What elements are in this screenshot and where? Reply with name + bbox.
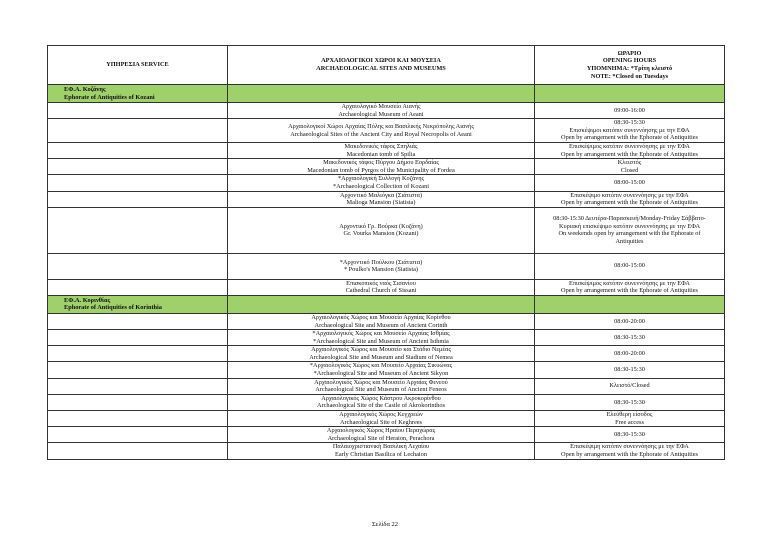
table-row	[48, 362, 725, 378]
hours-cell	[535, 394, 725, 410]
section-header-row	[48, 295, 725, 313]
table-row	[48, 378, 725, 394]
table-row	[48, 142, 725, 158]
hours-line: 08:30-15:30	[614, 431, 645, 439]
hours-line: Επισκέψιμο κατόπιν συνεννόησης με την ΕΦΑ	[570, 191, 689, 199]
section-empty-cell	[535, 295, 725, 313]
service-cell	[48, 378, 228, 394]
service-cell	[48, 142, 228, 158]
table-row	[48, 443, 725, 459]
site-name-line: Μακεδονικός τάφος Σπηλιάς	[344, 142, 418, 150]
service-cell	[48, 103, 228, 119]
hours-line: On weekends open by arrangement with the Ephorate of	[558, 230, 701, 238]
table-row	[48, 330, 725, 346]
section-empty-cell	[228, 295, 535, 313]
service-cell	[48, 443, 228, 459]
header-sites-english: ARCHAEOLOGICAL SITES AND MUSEUMS	[316, 65, 446, 72]
service-cell	[48, 313, 228, 329]
table-header-row	[48, 46, 725, 85]
hours-line: 09:00-16:00	[614, 106, 645, 114]
site-cell	[228, 362, 535, 378]
site-name-line: Archaeological Sites of the Ancient City and Royal Necropolis of Aeani	[290, 130, 472, 138]
header-service	[48, 46, 228, 85]
site-name-line: Archaeological Site of Heraion, Perachora	[327, 434, 435, 442]
site-name-line: Archaeological Site and Museum and Stadium of Nemea	[309, 353, 453, 361]
hours-line: 08:00-20:00	[614, 350, 645, 358]
site-cell	[228, 119, 535, 143]
hours-cell	[535, 159, 725, 175]
service-cell	[48, 119, 228, 143]
table-row	[48, 175, 725, 191]
header-hours-greek: ΩΡΑΡΙΟ	[617, 49, 642, 57]
hours-line: Επισκέψιμη κατόπιν συνεννόησης με την ΕΦΑ	[570, 443, 689, 451]
table-row	[48, 207, 725, 253]
site-name-line: Archaeological Site and Museum of Ancient Corinth	[314, 321, 448, 329]
hours-cell	[535, 191, 725, 207]
site-name-line: Malioga Mansion (Siatista)	[346, 199, 416, 207]
hours-cell	[535, 103, 725, 119]
hours-line: Επισκέψιμοι κατόπιν συνεννόησης με την ΕΦΑ	[569, 126, 690, 134]
hours-line: Ελεύθερη είσοδος	[606, 411, 653, 419]
site-cell	[228, 411, 535, 427]
site-name-line: Παλαιοχριστιανική Βασιλική Λεχαίου	[332, 443, 430, 451]
site-cell	[228, 175, 535, 191]
site-name-line: *Archaeological Collection of Kozani	[333, 182, 429, 190]
header-hours	[535, 46, 725, 85]
service-cell	[48, 346, 228, 362]
site-name-line: Αρχοντικό Μαλιόγκα (Σιάτιστα)	[339, 191, 423, 199]
hours-cell	[535, 175, 725, 191]
site-name-line: Αρχαιολογικός Χώρος Κάστρου Ακροκορίνθου	[321, 394, 441, 402]
service-cell	[48, 279, 228, 295]
site-name-line: *Archaeological Site and Museum of Ancient Sikyon	[313, 370, 449, 378]
service-cell	[48, 427, 228, 443]
hours-line: 08:30-15:30	[614, 119, 645, 127]
header-note-greek: ΥΠΟΜΝΗΜΑ: *Τρίτη κλειστό	[586, 65, 673, 72]
hours-line: Free access	[615, 418, 644, 426]
service-cell	[48, 175, 228, 191]
site-name-line: Early Christian Basilica of Lechaion	[335, 451, 427, 458]
hours-line: Antiquities	[615, 237, 644, 245]
hours-line: Open by arrangement with the Ephorate of Antiquities	[561, 199, 698, 207]
site-name-line: Αρχαιολογικός Χώρος και Μουσείο και Στάδιο Νεμέας	[311, 346, 451, 354]
section-name-line: Ephorate of Antiquities of Korinthia	[64, 304, 162, 312]
table-row	[48, 279, 725, 295]
hours-cell	[535, 443, 725, 459]
site-name-line: Αρχαιολογικός Χώρος Ηραίου Περαχώρας	[326, 427, 436, 435]
site-name-line: Macedonian tomb of Spilia	[346, 150, 416, 158]
service-cell	[48, 411, 228, 427]
header-sites-greek: ΑΡΧΑΙΟΛΟΓΙΚΟΙ ΧΩΡΟΙ ΚΑΙ ΜΟΥΣΕΙΑ	[321, 57, 441, 65]
table-row	[48, 103, 725, 119]
service-cell	[48, 253, 228, 279]
table-row	[48, 191, 725, 207]
site-name-line: Αρχοντικό Γρ. Βούρκα (Κοζάνη)	[339, 222, 423, 230]
hours-cell	[535, 142, 725, 158]
hours-cell	[535, 330, 725, 346]
section-header-row	[48, 85, 725, 103]
hours-cell	[535, 362, 725, 378]
site-name-line: *Αρχοντικό Πούλκου (Σιάτιστα)	[339, 258, 423, 266]
site-cell	[228, 253, 535, 279]
hours-line: 08:00-20:00	[614, 317, 645, 325]
site-name-line: Αρχαιολογικό Μουσείο Αιανής	[341, 103, 421, 110]
hours-line: Κυριακή επισκέψιμο κατόπιν συνεννόησης με την ΕΦΑ	[558, 222, 701, 230]
site-cell	[228, 443, 535, 459]
site-name-line: Μακεδονικός τάφος Πύργου Δήμου Εορδαίας	[323, 159, 439, 167]
site-cell	[228, 378, 535, 394]
table-row	[48, 159, 725, 175]
page-number: Σελίδα 22	[371, 521, 398, 528]
table-row	[48, 313, 725, 329]
hours-cell	[535, 427, 725, 443]
section-empty-cell	[228, 85, 535, 103]
site-name-line: Archaeological Site of the Castle of Akrokorinthos	[316, 402, 445, 410]
section-empty-cell	[535, 85, 725, 103]
hours-line: Κλειστός	[617, 159, 642, 167]
hours-line: Closed	[620, 166, 639, 174]
site-name-line: *Αρχαιολογικός Χώρος και Μουσείο Αρχαίας Ισθμίας	[312, 330, 450, 338]
hours-line: Κλειστό/Closed	[609, 382, 650, 390]
site-name-line: Macedonian tomb of Pyrgos of the Municipality of Fordea	[307, 166, 455, 174]
site-cell	[228, 394, 535, 410]
site-name-line: Αρχαιολογικός Χώρος Κεγχρεών	[339, 411, 423, 419]
hours-cell	[535, 207, 725, 253]
site-name-line: Archaeological Site of Keghrees	[339, 418, 422, 426]
section-name-line: ΕΦ.Α. Κορινθίας	[64, 296, 111, 304]
header-sites	[228, 46, 535, 85]
site-cell	[228, 159, 535, 175]
site-name-line: Αρχαιολογικός Χώρος και Μουσείο Αρχαίας Κορίνθου	[311, 313, 451, 321]
site-cell	[228, 142, 535, 158]
hours-line: Open by arrangement with the Ephorate of Antiquities	[561, 287, 698, 295]
hours-line: 08:30-15:30 Δευτέρα-Παρασκευή/Monday-Friday Σάββατο-	[553, 215, 706, 223]
section-name-line: ΕΦ.Α. Κοζάνης	[64, 85, 106, 93]
site-name-line: *Αρχαιολογική Συλλογή Κοζάνης	[337, 175, 425, 183]
site-name-line: Archaeological Site and Museum of Ancient Feneos	[315, 386, 447, 394]
site-name-line: *Archaeological Site and Museum of Ancient Isthmia	[313, 337, 449, 345]
site-name-line: Αρχαιολογικοί Χώροι Αρχαίας Πόλης και Βασιλικής Νεκρόπολης Αιανής	[288, 122, 474, 130]
hours-cell	[535, 411, 725, 427]
hours-cell	[535, 378, 725, 394]
site-name-line: *Αρχαιολογικός Χώρος και Μουσείο Αρχαίας Σικυώνας	[309, 362, 453, 370]
hours-line: 08:30-15:30	[614, 333, 645, 341]
hours-line: 08:00-15:00	[614, 179, 645, 187]
hours-line: Open by arrangement with the Ephorate of Antiquities	[561, 150, 698, 158]
site-cell	[228, 207, 535, 253]
hours-cell	[535, 346, 725, 362]
service-cell	[48, 394, 228, 410]
service-cell	[48, 330, 228, 346]
site-name-line: Archaeological Museum of Aeani	[338, 110, 424, 118]
hours-line: Επισκέψιμος κατόπιν συνεννόησης με την ΕΦΑ	[569, 279, 690, 287]
hours-cell	[535, 119, 725, 143]
table-row	[48, 346, 725, 362]
site-name-line: Gr. Vourka Mansion (Kozani)	[343, 230, 419, 238]
table-row	[48, 394, 725, 410]
service-cell	[48, 191, 228, 207]
section-name	[48, 85, 228, 103]
hours-cell	[535, 253, 725, 279]
hours-line: Open by arrangement with the Ephorate of Antiquities	[561, 451, 698, 458]
site-cell	[228, 279, 535, 295]
service-cell	[48, 159, 228, 175]
site-cell	[228, 191, 535, 207]
hours-line: 08:30-15:30	[614, 398, 645, 406]
site-cell	[228, 103, 535, 119]
header-service-text: ΥΠΗΡΕΣΙΑ SERVICE	[106, 61, 169, 69]
hours-line: Επισκέψιμος κατόπιν συνεννόησης με την ΕΦΑ	[569, 142, 690, 150]
service-cell	[48, 207, 228, 253]
site-cell	[228, 346, 535, 362]
hours-line: Open by arrangement with the Ephorate of Antiquities	[561, 134, 698, 142]
table-row	[48, 253, 725, 279]
hours-line: 08:30-15:30	[614, 366, 645, 374]
opening-hours-table	[47, 45, 725, 460]
table-row	[48, 411, 725, 427]
header-hours-english: OPENING HOURS	[602, 57, 657, 65]
header-note-english: NOTE: *Closed on Tuesdays	[590, 72, 669, 80]
section-name-line: Ephorate of Antiquities of Kozani	[64, 93, 155, 101]
site-name-line: Αρχαιολογικός Χώρος και Μουσείο Αρχαίας Φενεού	[314, 378, 448, 386]
hours-cell	[535, 313, 725, 329]
site-name-line: Cathedral Church of Sissani	[345, 287, 417, 295]
table-row	[48, 427, 725, 443]
table-row	[48, 119, 725, 143]
service-cell	[48, 362, 228, 378]
hours-line: 08:00-15:00	[614, 262, 645, 270]
site-cell	[228, 313, 535, 329]
site-cell	[228, 427, 535, 443]
site-name-line: Επισκοπικός ναός Σισανίου	[346, 279, 416, 287]
site-name-line: * Poulko's Mansion (Siatista)	[343, 266, 419, 274]
hours-cell	[535, 279, 725, 295]
site-cell	[228, 330, 535, 346]
section-name	[48, 295, 228, 313]
